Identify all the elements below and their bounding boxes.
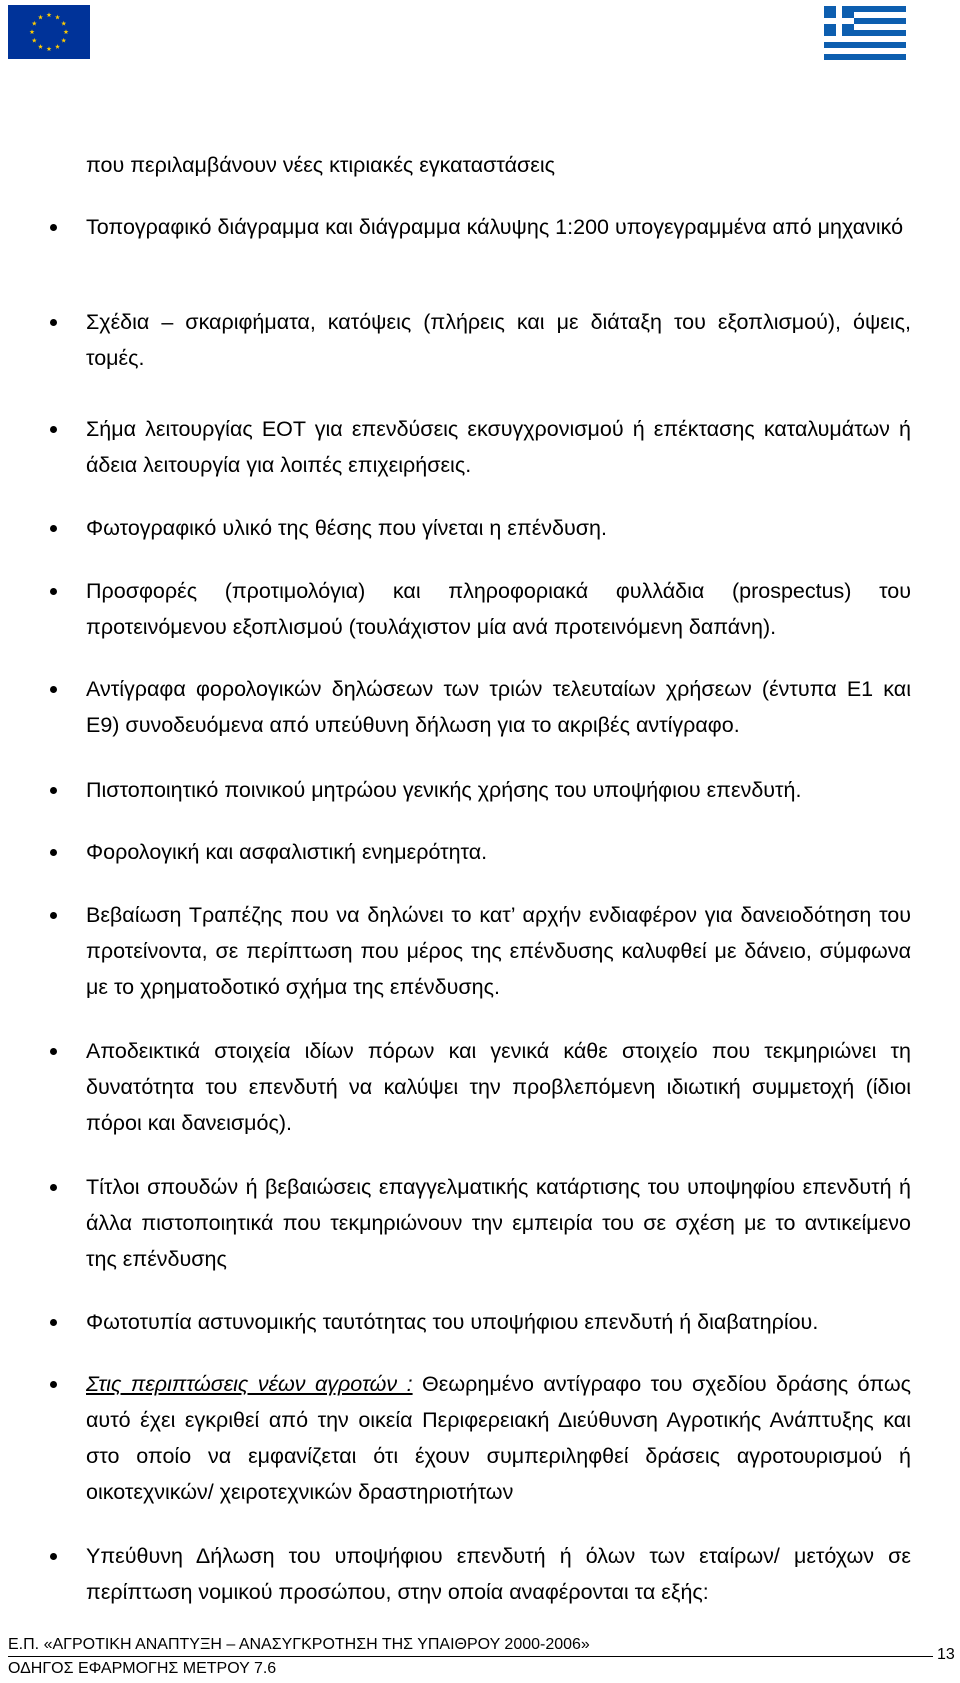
list-item: Σήμα λειτουργίας ΕΟΤ για επενδύσεις εκσυγχρονισμού ή επέκτασης καταλυμάτων ή άδεια λειτουργία για λοιπές επιχειρήσεις. bbox=[86, 411, 911, 483]
list-item: Στις περιπτώσεις νέων αγροτών : Θεωρημένο αντίγραφο του σχεδίου δράσης όπως αυτό έχει εγκριθεί από την οικεία Περιφερειακή Διεύθυνση Αγροτικής Ανάπτυξης και στο οποίο να εμφανίζεται ότι έχουν συμπεριληφθεί δράσεις αγροτουρισμού ή οικοτεχνικών/ χειροτεχνικών δραστηριοτήτων bbox=[86, 1366, 911, 1510]
list-item: Τοπογραφικό διάγραμμα και διάγραμμα κάλυψης 1:200 υπογεγραμμένα από μηχανικό bbox=[86, 209, 911, 245]
bullet-icon bbox=[50, 912, 57, 919]
list-item: Βεβαίωση Τραπέζης που να δηλώνει το κατ’ αρχήν ενδιαφέρον για δανειοδότηση του προτείνοντα, σε περίπτωση που μέρος της επένδυσης καλυφθεί με δάνειο, σύμφωνα με το χρηματοδοτικό σχήμα της επένδυσης. bbox=[86, 897, 911, 1005]
bullet-icon bbox=[50, 1553, 57, 1560]
bullet-icon bbox=[50, 426, 57, 433]
bullet-icon bbox=[50, 224, 57, 231]
footer-guide-title: ΟΔΗΓΟΣ ΕΦΑΡΜΟΓΗΣ ΜΕΤΡΟΥ 7.6 bbox=[8, 1660, 277, 1677]
bullet-icon bbox=[50, 1381, 57, 1388]
continuation-text: που περιλαμβάνουν νέες κτιριακές εγκαταστάσεις bbox=[86, 153, 556, 177]
bullet-icon bbox=[50, 1184, 57, 1191]
list-item: Φωτογραφικό υλικό της θέσης που γίνεται η επένδυση. bbox=[86, 510, 911, 546]
greek-flag-logo bbox=[824, 6, 906, 60]
list-item: Υπεύθυνη Δήλωση του υποψήφιου επενδυτή ή όλων των εταίρων/ μετόχων σε περίπτωση νομικού προσώπου, στην οποία αναφέρονται τα εξής: bbox=[86, 1538, 911, 1610]
bullet-icon bbox=[50, 849, 57, 856]
page-number: 13 bbox=[937, 1646, 955, 1663]
item-lead-underlined: Στις περιπτώσεις νέων αγροτών : bbox=[86, 1372, 413, 1396]
list-item: Φορολογική και ασφαλιστική ενημερότητα. bbox=[86, 834, 911, 870]
list-item: Τίτλοι σπουδών ή βεβαιώσεις επαγγελματικής κατάρτισης του υποψηφίου επενδυτή ή άλλα πιστοποιητικά που τεκμηριώνουν την εμπειρία του σε σχέση με το αντικείμενο της επένδυσης bbox=[86, 1169, 911, 1277]
bullet-icon bbox=[50, 319, 57, 326]
list-item: Αποδεικτικά στοιχεία ιδίων πόρων και γενικά κάθε στοιχείο που τεκμηριώνει τη δυνατότητα του επενδυτή να καλύψει την προβλεπόμενη ιδιωτική συμμετοχή (ίδιοι πόροι και δανεισμός). bbox=[86, 1033, 911, 1141]
bullet-icon bbox=[50, 1048, 57, 1055]
list-item: Σχέδια – σκαριφήματα, κατόψεις (πλήρεις και με διάταξη του εξοπλισμού), όψεις, τομές. bbox=[86, 304, 911, 376]
eu-flag-logo bbox=[8, 5, 90, 59]
footer-divider bbox=[8, 1656, 933, 1657]
bullet-icon bbox=[50, 686, 57, 693]
bullet-icon bbox=[50, 588, 57, 595]
footer-program-title: Ε.Π. «ΑΓΡΟΤΙΚΗ ΑΝΑΠΤΥΞΗ – ΑΝΑΣΥΓΚΡΟΤΗΣΗ ΤΗΣ ΥΠΑΙΘΡΟΥ 2000-2006» bbox=[8, 1636, 590, 1653]
list-item: Πιστοποιητικό ποινικού μητρώου γενικής χρήσης του υποψήφιου επενδυτή. bbox=[86, 772, 911, 808]
bullet-icon bbox=[50, 1319, 57, 1326]
bullet-icon bbox=[50, 787, 57, 794]
list-item: Προσφορές (προτιμολόγια) και πληροφοριακά φυλλάδια (prospectus) του προτεινόμενου εξοπλισμού (τουλάχιστον μία ανά προτεινόμενη δαπάνη). bbox=[86, 573, 911, 645]
list-item: Φωτοτυπία αστυνομικής ταυτότητας του υποψήφιου επενδυτή ή διαβατηρίου. bbox=[86, 1304, 911, 1340]
list-item: Αντίγραφα φορολογικών δηλώσεων των τριών τελευταίων χρήσεων (έντυπα Ε1 και Ε9) συνοδευόμενα από υπεύθυνη δήλωση για το ακριβές αντίγραφο. bbox=[86, 671, 911, 743]
bullet-icon bbox=[50, 525, 57, 532]
